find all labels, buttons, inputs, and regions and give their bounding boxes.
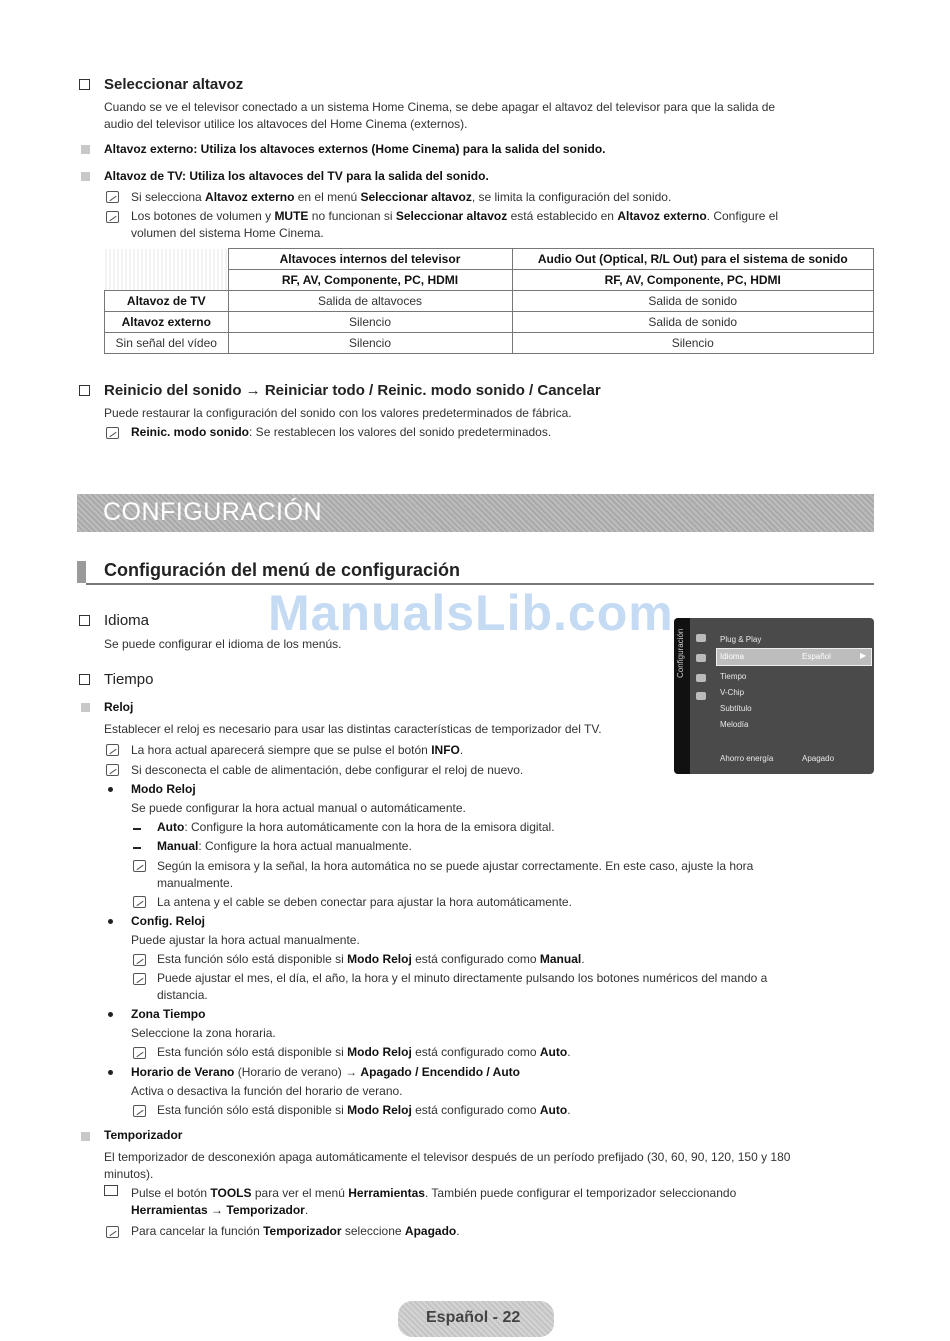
tv-menu-item: V-Chip — [720, 688, 745, 697]
note-text: Puede ajustar el mes, el día, el año, la hora y el minuto directamente pulsando los botones numéricos del mando a — [157, 971, 768, 985]
subheading: Reloj — [104, 700, 134, 714]
section-heading: Seleccionar altavoz — [104, 76, 244, 93]
page-number: Español - 22 — [426, 1309, 521, 1326]
tv-menu-item: Tiempo — [720, 672, 747, 681]
table-blank-cell — [105, 249, 229, 291]
subheading: Temporizador — [104, 1128, 183, 1142]
table-cell: Salida de altavoces — [228, 291, 512, 312]
checkbox-icon — [79, 674, 90, 685]
dash-icon — [133, 828, 141, 830]
paragraph: Puede restaurar la configuración del sonido con los valores predeterminados de fábrica. — [104, 406, 572, 420]
tv-menu-value: Apagado — [802, 754, 835, 763]
note-icon — [106, 191, 119, 203]
list-item: Auto: Configure la hora automáticamente con la hora de la emisora digital. — [157, 820, 555, 834]
table-cell: Silencio — [512, 333, 874, 354]
subheading: Zona Tiempo — [131, 1007, 206, 1021]
section-marker — [77, 561, 86, 583]
row-label: Altavoz externo — [105, 312, 229, 333]
note-text: Herramientas → Temporizador. — [131, 1203, 309, 1217]
tv-menu-item: Melodía — [720, 720, 749, 729]
note-text: La antena y el cable se deben conectar para ajustar la hora automáticamente. — [157, 895, 572, 909]
note-text: Según la emisora y la señal, la hora automática no se puede ajustar correctamente. En este caso, ajuste la hora — [157, 859, 754, 873]
note-icon — [106, 1226, 119, 1238]
note-icon — [133, 973, 146, 985]
table-cell: Salida de sonido — [512, 312, 874, 333]
dash-icon — [133, 847, 141, 849]
chapter-banner — [77, 494, 874, 532]
paragraph: Cuando se ve el televisor conectado a un sistema Home Cinema, se debe apagar el altavoz del televisor para que la salida de — [104, 100, 776, 114]
section-heading: Tiempo — [104, 671, 154, 688]
tv-menu-value: Español — [802, 652, 831, 661]
square-bullet-icon — [81, 703, 90, 712]
paragraph: Se puede configurar el idioma de los menús. — [104, 637, 342, 651]
input-icon — [696, 674, 706, 682]
list-item: Manual: Configure la hora actual manualmente. — [157, 839, 412, 853]
row-label: Sin señal del vídeo — [105, 333, 229, 354]
picture-icon — [696, 634, 706, 642]
checkbox-icon — [79, 79, 90, 90]
note-text: distancia. — [157, 988, 208, 1002]
watermark: ManualsLib.com — [268, 585, 674, 641]
section-title: Configuración del menú de configuración — [104, 560, 461, 580]
tv-menu-side-label: Configuración — [676, 628, 685, 678]
arrow-right-icon: ▶ — [860, 651, 867, 660]
page-footer — [398, 1301, 554, 1337]
note-text: Esta función sólo está disponible si Modo Reloj está configurado como Manual. — [157, 952, 585, 966]
note-icon — [106, 211, 119, 223]
paragraph: Puede ajustar la hora actual manualmente. — [131, 933, 360, 947]
tv-menu-item: Idioma — [720, 652, 745, 661]
square-bullet-icon — [81, 145, 90, 154]
paragraph: minutos). — [104, 1167, 154, 1181]
paragraph: Activa o desactiva la función del horario de verano. — [131, 1084, 403, 1098]
paragraph: El temporizador de desconexión apaga automáticamente el televisor después de un período prefijado (30, 60, 90, 120, 150 y 180 — [104, 1150, 791, 1164]
note-icon — [133, 1047, 146, 1059]
tv-menu-item: Ahorro energía — [720, 754, 774, 763]
list-item: Altavoz externo: Utiliza los altavoces externos (Home Cinema) para la salida del sonido. — [104, 142, 606, 156]
note-text: volumen del sistema Home Cinema. — [131, 226, 324, 240]
note-text: Reinic. modo sonido: Se restablecen los valores del sonido predeterminados. — [131, 425, 552, 439]
subheading: Modo Reloj — [131, 782, 196, 796]
table-subheader: RF, AV, Componente, PC, HDMI — [228, 270, 512, 291]
tv-menu-sidebar — [674, 618, 690, 774]
note-icon — [133, 860, 146, 872]
section-heading: Reinicio del sonido → Reiniciar todo / Reinic. modo sonido / Cancelar — [104, 382, 601, 399]
table-row — [105, 312, 874, 333]
bullet-icon — [108, 1012, 113, 1017]
note-icon — [106, 427, 119, 439]
table-row — [105, 291, 874, 312]
note-text: Los botones de volumen y MUTE no funcionan si Seleccionar altavoz está establecido en Altavoz externo. Configure el — [131, 209, 779, 223]
table-cell: Salida de sonido — [512, 291, 874, 312]
table-cell: Silencio — [228, 333, 512, 354]
note-text: Para cancelar la función Temporizador seleccione Apagado. — [131, 1224, 460, 1238]
gear-icon — [696, 654, 706, 662]
paragraph: Seleccione la zona horaria. — [131, 1026, 276, 1040]
paragraph: Se puede configurar la hora actual manual o automáticamente. — [131, 801, 466, 815]
list-item: Altavoz de TV: Utiliza los altavoces del TV para la salida del sonido. — [104, 169, 489, 183]
chapter-title: CONFIGURACIÓN — [103, 498, 322, 526]
section-heading: Idioma — [104, 612, 150, 629]
table-cell: Silencio — [228, 312, 512, 333]
paragraph: audio del televisor utilice los altavoces del Home Cinema (externos). — [104, 117, 468, 131]
note-text: Si selecciona Altavoz externo en el menú Seleccionar altavoz, se limita la configuración del sonido. — [131, 190, 672, 204]
tv-menu-item: Subtítulo — [720, 704, 752, 713]
square-bullet-icon — [81, 1132, 90, 1141]
note-text: Pulse el botón TOOLS para ver el menú Herramientas. También puede configurar el temporizador seleccionando — [131, 1186, 737, 1200]
note-icon — [106, 764, 119, 776]
subheading: Config. Reloj — [131, 914, 205, 928]
speaker-table — [104, 248, 874, 354]
note-text: La hora actual aparecerá siempre que se pulse el botón INFO. — [131, 743, 464, 757]
row-label: Altavoz de TV — [105, 291, 229, 312]
bullet-icon — [108, 1070, 113, 1075]
table-header: Audio Out (Optical, R/L Out) para el sistema de sonido — [512, 249, 874, 270]
square-bullet-icon — [81, 172, 90, 181]
note-icon — [133, 1105, 146, 1117]
tv-menu-item: Plug & Play — [720, 635, 762, 644]
tools-icon — [104, 1185, 118, 1196]
checkbox-icon — [79, 385, 90, 396]
bullet-icon — [108, 787, 113, 792]
note-text: Esta función sólo está disponible si Modo Reloj está configurado como Auto. — [157, 1103, 571, 1117]
note-text: Esta función sólo está disponible si Modo Reloj está configurado como Auto. — [157, 1045, 571, 1059]
note-text: manualmente. — [157, 876, 234, 890]
tv-menu-screenshot — [674, 618, 874, 774]
table-subheader: RF, AV, Componente, PC, HDMI — [512, 270, 874, 291]
paragraph: Establecer el reloj es necesario para usar las distintas características de temporizador del TV. — [104, 722, 602, 736]
note-text: Si desconecta el cable de alimentación, debe configurar el reloj de nuevo. — [131, 763, 524, 777]
support-icon — [696, 692, 706, 700]
note-icon — [133, 954, 146, 966]
info-note-icon — [106, 744, 119, 756]
bullet-icon — [108, 919, 113, 924]
note-icon — [133, 896, 146, 908]
subheading: Horario de Verano (Horario de verano) → Apagado / Encendido / Auto — [131, 1065, 520, 1079]
checkbox-icon — [79, 615, 90, 626]
table-row — [105, 333, 874, 354]
table-header: Altavoces internos del televisor — [228, 249, 512, 270]
